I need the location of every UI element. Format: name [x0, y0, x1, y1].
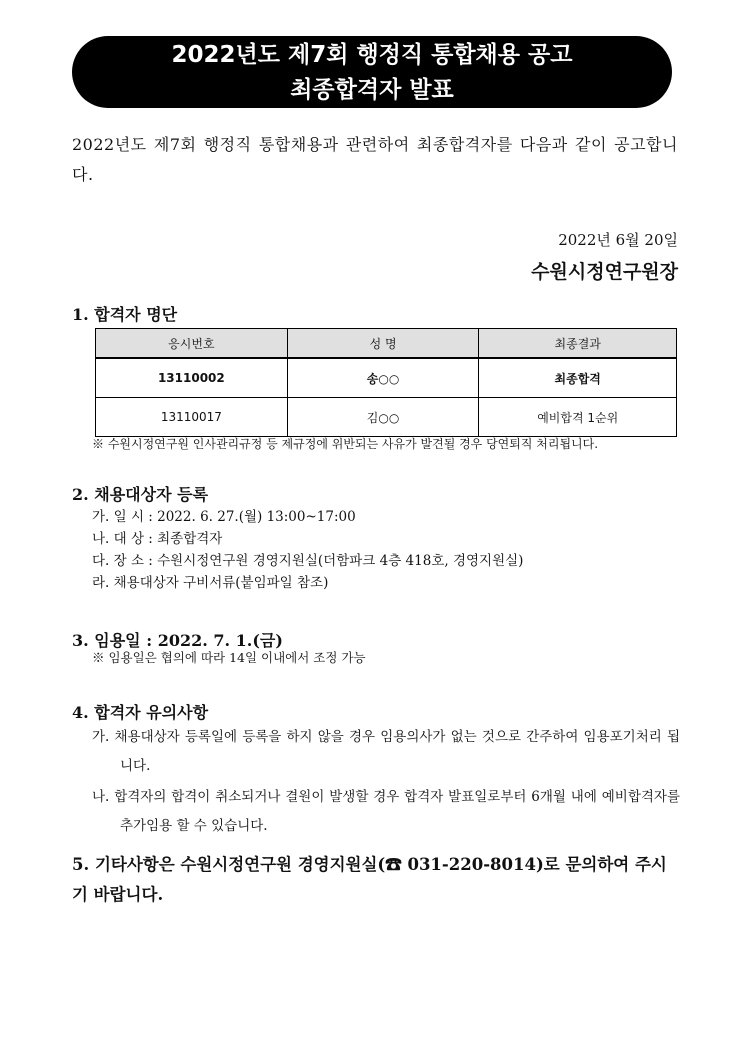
title-line-1: 2022년도 제7회 행정직 통합채용 공고	[171, 42, 573, 68]
registration-time: 가. 일 시 : 2022. 6. 27.(월) 13:00~17:00	[92, 509, 356, 525]
notice-item: 나. 합격자의 합격이 취소되거나 결원이 발생할 경우 합격자 발표일로부터 6개월 내에 예비합격자를 추가임용 할 수 있습니다.	[92, 789, 680, 834]
title-banner	[72, 36, 672, 108]
header-exam-number: 응시번호	[96, 329, 288, 359]
intro-paragraph: 2022년도 제7회 행정직 통합채용과 관련하여 최종합격자를 다음과 같이 공고합니다.	[72, 135, 678, 184]
issuer-name: 수원시정연구원장	[531, 261, 678, 283]
header-result: 최종결과	[479, 329, 677, 359]
cell-exam-number: 13110002	[96, 358, 288, 398]
contact-info: 5. 기타사항은 수원시정연구원 경영지원실(☎ 031-220-8014)로 문의하여 주시기 바랍니다.	[72, 855, 667, 904]
section-3-title: 3. 임용일 : 2022. 7. 1.(금)	[72, 631, 283, 650]
notice-item: 가. 채용대상자 등록일에 등록을 하지 않을 경우 임용의사가 없는 것으로 간주하여 임용포기처리 됩니다.	[92, 729, 680, 774]
results-table	[95, 328, 677, 437]
table-row	[96, 358, 677, 398]
appointment-note: ※ 임용일은 협의에 따라 14일 이내에서 조정 가능	[92, 650, 366, 665]
section-4-title: 4. 합격자 유의사항	[72, 703, 209, 722]
announcement-date: 2022년 6월 20일	[558, 231, 678, 249]
cell-name: 김○○	[287, 398, 479, 437]
registration-target: 나. 대 상 : 최종합격자	[92, 531, 223, 547]
cell-name: 송○○	[287, 358, 479, 398]
title-line-2: 최종합격자 발표	[290, 77, 454, 103]
cell-result: 최종합격	[479, 358, 677, 398]
table-note: ※ 수원시정연구원 인사관리규정 등 제규정에 위반되는 사유가 발견될 경우 당연퇴직 처리됩니다.	[92, 437, 599, 451]
registration-documents: 라. 채용대상자 구비서류(붙임파일 참조)	[92, 575, 329, 591]
header-name: 성 명	[287, 329, 479, 359]
section-2-title: 2. 채용대상자 등록	[72, 485, 209, 504]
table-header-row	[96, 329, 677, 359]
cell-result: 예비합격 1순위	[479, 398, 677, 437]
section-1-title: 1. 합격자 명단	[72, 305, 178, 324]
table-row	[96, 398, 677, 437]
notice-list	[92, 723, 680, 841]
cell-exam-number: 13110017	[96, 398, 288, 437]
registration-place: 다. 장 소 : 수원시정연구원 경영지원실(더함파크 4층 418호, 경영지원실)	[92, 553, 524, 569]
